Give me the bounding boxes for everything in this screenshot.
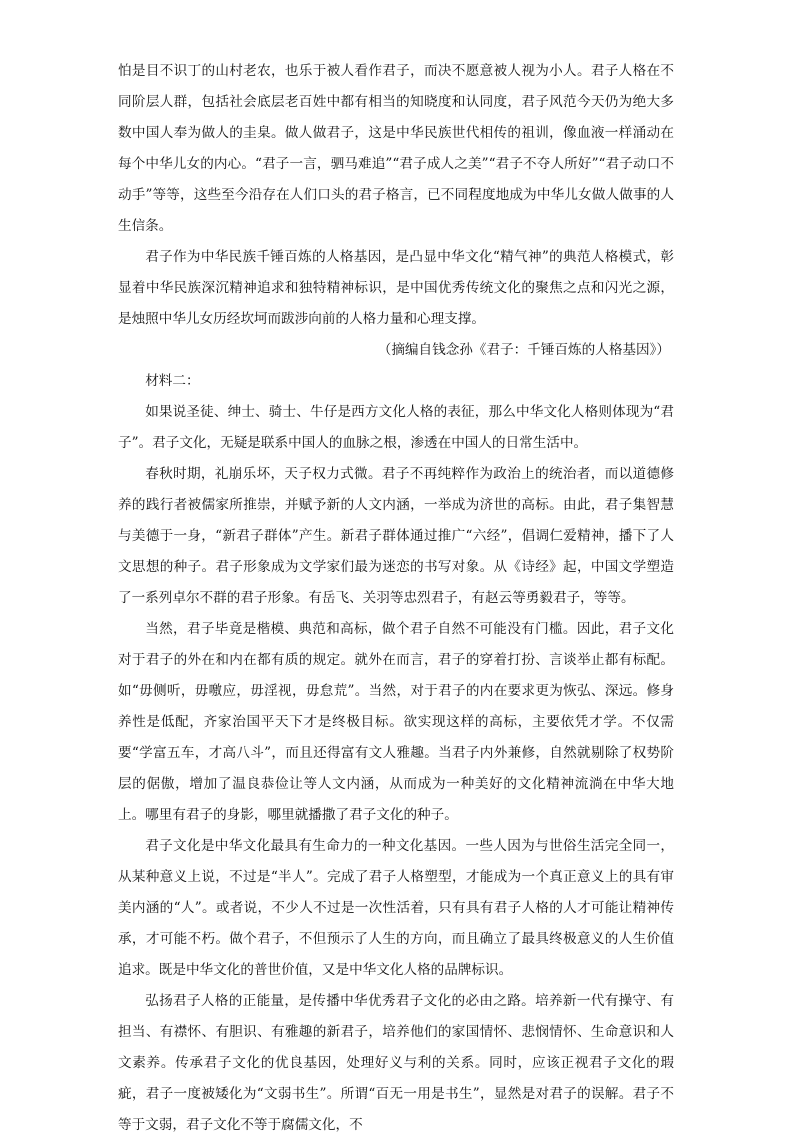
paragraph-continued: 怕是目不识丁的山村老农，也乐于被人看作君子，而决不愿意被人视为小人。君子人格在不同阶层人群，包括社会底层老百姓中都有相当的知晓度和认同度，君子风范今天仍为绝大多数中国人奉为做人的圭臬。做人做君子，这是中华民族世代相传的祖训，像血液一样涌动在每个中华儿女的内心。“君子一言，驷马难追”“君子成人之美”“君子不夺人所好”“君子动口不动手”等等，这些至今沿存在人们口头的君子格言，已不同程度地成为中华儿女做人做事的人生信条。 (118, 63, 674, 234)
paragraph: 君子文化是中华文化最具有生命力的一种文化基因。一些人因为与世俗生活完全同一，从某种意义上说，不过是“半人”。完成了君子人格塑型，才能成为一个真正意义上的具有审美内涵的“人”。或者说，不少人不过是一次性活着，只有具有君子人格的人才可能让精神传承，才可能不朽。做个君子，不但预示了人生的方向，而且确立了最具终极意义的人生价值追求。既是中华文化的普世价值，又是中华文化人格的品牌标识。 (118, 838, 674, 978)
paragraph: 君子作为中华民族千锤百炼的人格基因，是凸显中华文化“精气神”的典范人格模式，彰显着中华民族深沉精神追求和独特精神标识，是中国优秀传统文化的聚焦之点和闪光之源，是烛照中华儿女历经坎坷而跋涉向前的人格力量和心理支撑。 (118, 249, 674, 327)
source-citation: （摘编自钱念孙《君子：千锤百炼的人格基因》） (377, 342, 670, 358)
material-label: 材料二： (145, 373, 200, 389)
paragraph: 弘扬君子人格的正能量，是传播中华优秀君子文化的必由之路。培养新一代有操守、有担当、有襟怀、有胆识、有雅趣的新君子，培养他们的家国情怀、悲悯情怀、生命意识和人文素养。传承君子文化的优良基因，处理好义与利的关系。同时，应该正视君子文化的瑕疵，君子一度被矮化为“文弱书生”。所谓“百无一用是书生”，显然是对君子的误解。君子不等于文弱，君子文化不等于腐儒文化，不 (118, 993, 674, 1133)
document-page (118, 56, 674, 1141)
paragraph: 如果说圣徒、绅士、骑士、牛仔是西方文化人格的表征，那么中华文化人格则体现为“君子”。君子文化，无疑是联系中国人的血脉之根，渗透在中国人的日常生活中。 (118, 404, 674, 451)
paragraph: 春秋时期，礼崩乐坏，天子权力式微。君子不再纯粹作为政治上的统治者，而以道德修养的践行者被儒家所推崇，并赋予新的人文内涵，一举成为济世的高标。由此，君子集智慧与美德于一身，“新君子群体”产生。新君子群体通过推广“六经”，倡调仁爱精神，播下了人文思想的种子。君子形象成为文学家们最为迷恋的书写对象。从《诗经》起，中国文学塑造了一系列卓尔不群的君子形象。有岳飞、关羽等忠烈君子，有赵云等勇毅君子，等等。 (118, 466, 674, 606)
paragraph: 当然，君子毕竟是楷模、典范和高标，做个君子自然不可能没有门槛。因此，君子文化对于君子的外在和内在都有质的规定。就外在而言，君子的穿着打扮、言谈举止都有标配。如“毋侧听，毋噭应，毋淫视，毋怠荒”。当然，对于君子的内在要求更为恢弘、深远。修身养性是低配，齐家治国平天下才是终极目标。欲实现这样的高标，主要依凭才学。不仅需要“学富五车，才高八斗”，而且还得富有文人雅趣。当君子内外兼修，自然就剔除了权势阶层的倨傲，增加了温良恭俭让等人文内涵，从而成为一种美好的文化精神流淌在中华大地上。哪里有君子的身影，哪里就播撒了君子文化的种子。 (118, 621, 674, 823)
